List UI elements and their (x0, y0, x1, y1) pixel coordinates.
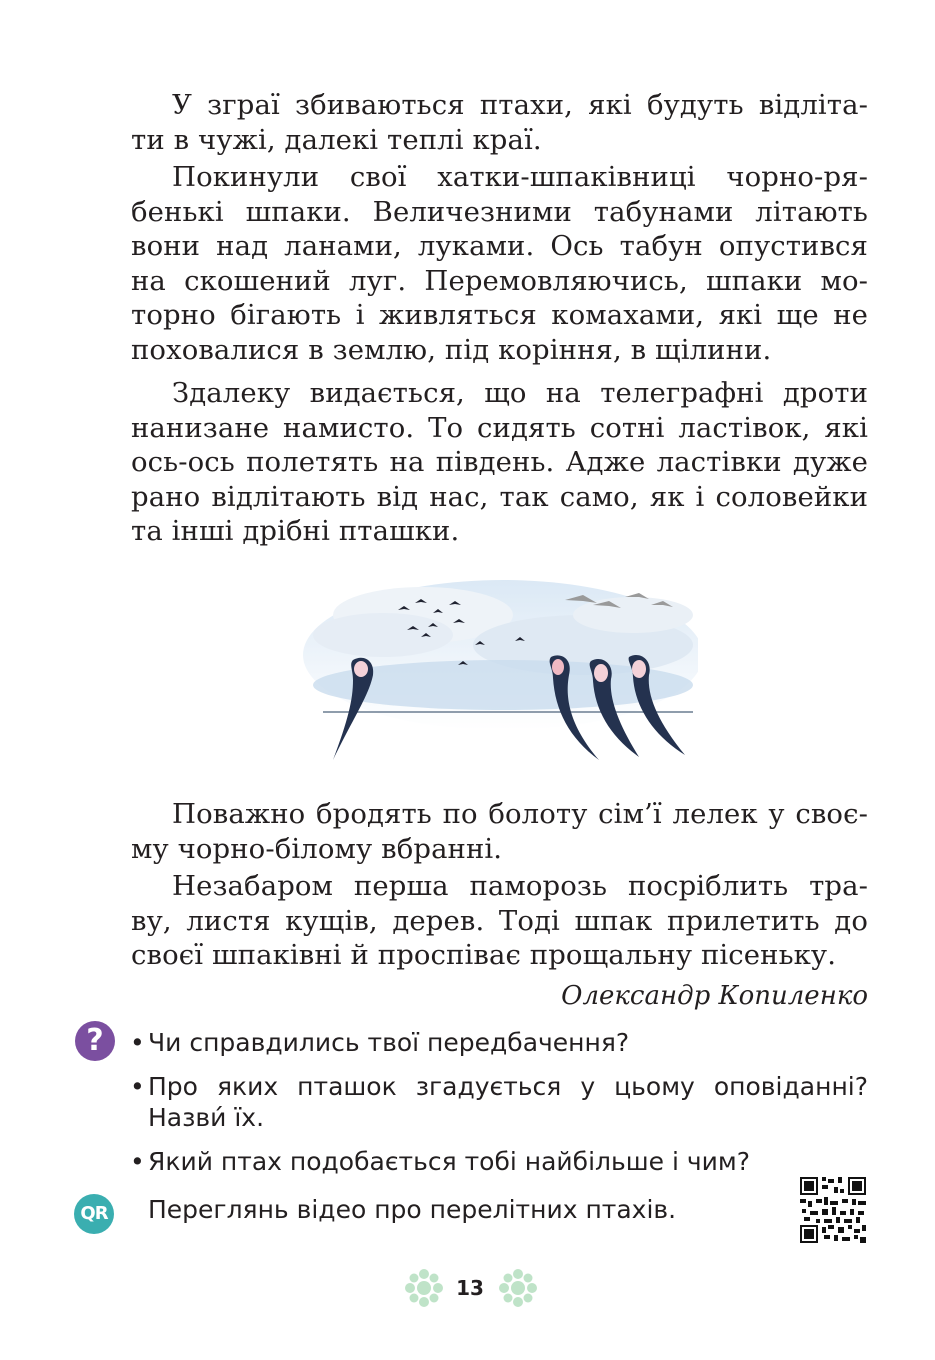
text-line: нанизане намисто. То сидять сотні ластівок, які (131, 411, 868, 444)
text-line: своєї шпаківні й проспіває прощальну пісеньку. (131, 939, 837, 972)
question-3 (130, 1146, 868, 1177)
paragraph-2 (131, 160, 868, 368)
text-line: ось-ось полетять на південь. Адже ластівки дуже (131, 446, 868, 479)
bullet: • (130, 1028, 145, 1057)
flower-ornament-icon (404, 1268, 444, 1308)
text-line: та інші дрібні пташки. (131, 515, 460, 548)
text-line: торно бігають і живляться комахами, які ще не (131, 299, 868, 332)
bullet: • (130, 1072, 145, 1101)
qr-badge-icon: QR (74, 1194, 114, 1234)
text-line: Незабаром перша паморозь посріблить тра- (172, 870, 868, 902)
video-prompt: Переглянь відео про перелітних птахів. (148, 1195, 677, 1224)
text-line: Здалеку видається, що на телеграфні дроти (172, 377, 868, 409)
qr-code-icon[interactable] (800, 1177, 866, 1243)
question-2 (130, 1071, 868, 1133)
paragraph-3 (131, 376, 868, 549)
text-line: бенькі шпаки. Величезними табунами літають (131, 195, 868, 228)
text-line: ти в чужі, далекі теплі краї. (131, 123, 542, 156)
swallows-illustration (303, 575, 698, 765)
text-line: на скошений луг. Перемовляючись, шпаки мо- (131, 264, 868, 297)
paragraph-5 (131, 869, 868, 973)
question-text: Який птах подобається тобі найбільше і чим? (148, 1147, 750, 1176)
bullet: • (130, 1147, 145, 1176)
question-icon: ? (75, 1021, 115, 1061)
text-line: му чорно-білому вбранні. (131, 832, 503, 865)
text-line: рано відлітають від нас, так само, як і соловейки (131, 480, 868, 513)
flower-ornament-icon (498, 1268, 538, 1308)
question-text: Назви́ їх. (148, 1103, 265, 1132)
question-text: Чи справдились твої передбачення? (148, 1028, 630, 1057)
text-line: Поважно бродять по болоту сім’ї лелек у своє- (172, 798, 868, 830)
question-text: Про яких пташок згадується у цьому оповіданні? (148, 1072, 868, 1101)
text-line: поховалися в землю, під коріння, в щілини. (131, 333, 772, 366)
text-line: вони над ланами, луками. Ось табун опустився (131, 230, 868, 263)
paragraph-4 (131, 797, 868, 866)
question-1 (130, 1027, 868, 1058)
page-number: 13 (456, 1276, 484, 1300)
author-signature: Олександр Копиленко (561, 981, 868, 1011)
text-line: ву, листя кущів, дерев. Тоді шпак прилетить до (131, 904, 868, 937)
text-line: У зграї збиваються птахи, які будуть відліта- (172, 89, 868, 121)
text-line: Покинули свої хатки-шпаківниці чорно-ря- (172, 161, 868, 193)
paragraph-1 (131, 88, 868, 157)
